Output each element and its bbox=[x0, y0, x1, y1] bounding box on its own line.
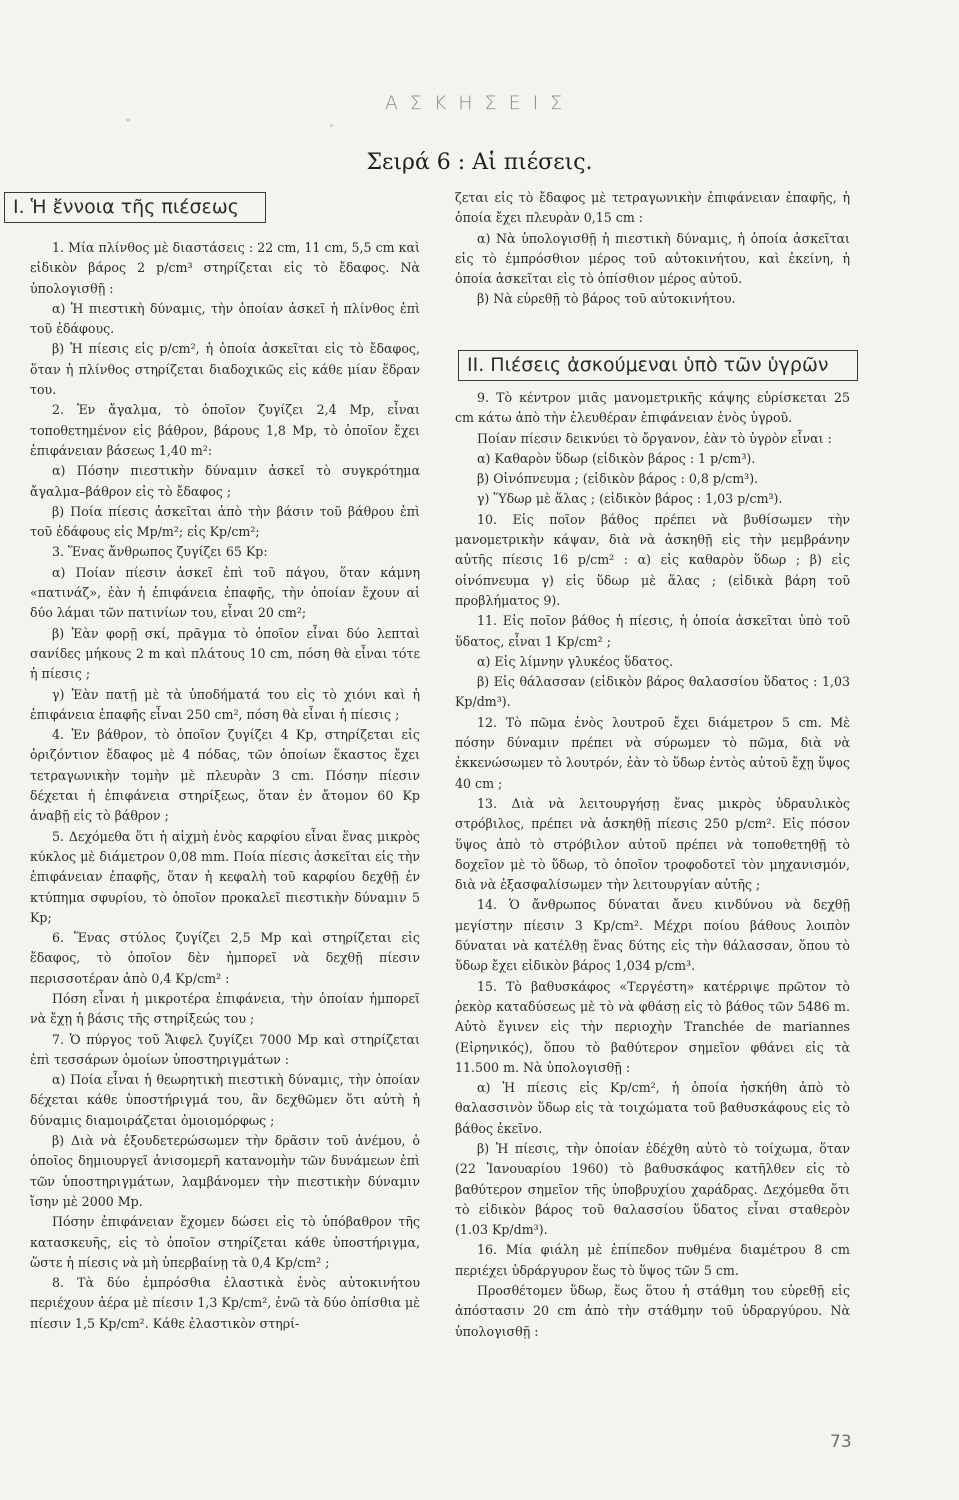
exercise-paragraph: Πόση εἶναι ἡ μικροτέρα ἐπιφάνεια, τὴν ὁποίαν ἠμπορεῖ νὰ ἔχῃ ἡ βάσις τῆς στηρίξεώς του ; bbox=[30, 990, 420, 1027]
exercise-paragraph: 8. Τὰ δύο ἐμπρόσθια ἐλαστικὰ ἑνὸς αὐτοκινήτου περιέχουν ἀέρα μὲ πίεσιν 1,3 Kp/cm², ἐνῶ τὰ δύο ὀπίσθια μὲ πίεσιν 1,5 Kp/cm². Κάθε ἐλαστικὸν στηρί- bbox=[30, 1275, 420, 1331]
exercise-paragraph: 12. Τὸ πῶμα ἑνὸς λουτροῦ ἔχει διάμετρον 5 cm. Μὲ πόσην δύναμιν πρέπει νὰ σύρωμεν τὸ πῶμα, διὰ νὰ ἐκκενώσωμεν τὸ λουτρόν, ἐὰν τὸ ὕδωρ ἐντὸς αὐτοῦ ἔχῃ ὕψος 40 cm ; bbox=[455, 714, 850, 791]
exercise-paragraph: β) Νὰ εὑρεθῇ τὸ βάρος τοῦ αὐτοκινήτου. bbox=[477, 291, 736, 307]
series-title: Σειρά 6 : Αἱ πιέσεις. bbox=[366, 150, 593, 175]
exercise-paragraph: β) Ποία πίεσις ἀσκεῖται ἀπὸ τὴν βάσιν τοῦ βάθρου ἐπὶ τοῦ ἐδάφους εἰς Mp/m²; εἰς Kp/cm²; bbox=[30, 503, 420, 540]
section-heading-concept-of-pressure: I. Ἡ ἔννοια τῆς πιέσεως bbox=[4, 192, 266, 223]
exercise-paragraph: α) Ἡ πίεσις εἰς Kp/cm², ἡ ὁποία ἠσκήθη ἀπὸ τὸ θαλασσινὸν ὕδωρ εἰς τὰ τοιχώματα τοῦ βαθυσκάφους εἰς τὸ βάθος ἐκεῖνο. bbox=[455, 1080, 850, 1136]
exercise-paragraph: β) Ἐὰν φορῇ σκί, πρᾶγμα τὸ ὁποῖον εἶναι δύο λεπταὶ σανίδες μήκους 2 m καὶ πλάτους 10 cm, πόση θὰ εἶναι τότε ἡ πίεσις ; bbox=[30, 625, 420, 682]
exercise-paragraph: 16. Μία φιάλη μὲ ἐπίπεδον πυθμένα διαμέτρου 8 cm περιέχει ὑδράργυρον ἕως τὸ ὕψος τῶν 5 cm. bbox=[455, 1242, 850, 1278]
exercise-paragraph: 5. Δεχόμεθα ὅτι ἡ αἰχμὴ ἑνὸς καρφίου εἶναι ἕνας μικρὸς κύκλος μὲ διάμετρον 0,08 mm. Ποία πίεσις ἀσκεῖται εἰς τὴν ἐπιφάνειαν ἐπαφῆς, ὅταν ἡ κεφαλὴ τοῦ καρφίου δεχθῇ ἐν κτύπημα σφυρίου, τὸ ὁποῖον προκαλεῖ πιεστικὴν δύναμιν 5 Kp; bbox=[30, 828, 420, 925]
exercise-paragraph: α) Νὰ ὑπολογισθῇ ἡ πιεστικὴ δύναμις, ἡ ὁποία ἀσκεῖται εἰς τὸ ἐμπρόσθιον μέρος τοῦ αὐτοκινήτου, καὶ ἐκείνη, ἡ ὁποία ἀσκεῖται εἰς τὸ ὀπίσθιον μέρος αὐτοῦ. bbox=[455, 230, 850, 287]
exercise-paragraph: α) Ποία εἶναι ἡ θεωρητικὴ πιεστικὴ δύναμις, τὴν ὁποίαν δέχεται κάθε ὑποστήριγμά του, ἂν δεχθῶμεν ὅτι αὐτὴ ἡ δύναμις διαμοιράζεται ὁμοιομόρφως ; bbox=[30, 1072, 420, 1128]
exercise-paragraph: α) Ἡ πιεστικὴ δύναμις, τὴν ὁποίαν ἀσκεῖ ἡ πλίνθος ἐπὶ τοῦ ἐδάφους. bbox=[30, 300, 420, 337]
right-column-exercises bbox=[455, 388, 850, 1342]
exercise-paragraph: β) Διὰ νὰ ἐξουδετερώσωμεν τὴν δρᾶσιν τοῦ ἀνέμου, ὁ ὁποῖος δημιουργεῖ ἀνισομερῆ κατανομὴν τῶν δυνάμεων ἐπὶ τῶν ὑποστηριγμάτων, λαμβάνομεν τὴν πιεστικὴν δύναμιν ἴσην μὲ 2000 Mp. bbox=[30, 1133, 420, 1209]
scan-speck bbox=[330, 124, 333, 127]
exercise-paragraph: 6. Ἕνας στύλος ζυγίζει 2,5 Mp καὶ στηρίζεται εἰς ἔδαφος, τὸ ὁποῖον δὲν ἠμπορεῖ νὰ δεχθῇ πίεσιν περισσοτέραν ἀπὸ 0,4 Kp/cm² : bbox=[30, 930, 420, 986]
exercise-paragraph: Πόσην ἐπιφάνειαν ἔχομεν δώσει εἰς τὸ ὑπόβαθρον τῆς κατασκευῆς, εἰς τὸ ὁποῖον στηρίζεται κάθε ὑποστήριγμα, ὥστε ἡ πίεσις νὰ μὴ ὑπερβαίνῃ τὰ 0,4 Kp/cm² ; bbox=[30, 1214, 420, 1270]
page-number: 73 bbox=[830, 1432, 852, 1452]
exercise-paragraph: 2. Ἐν ἄγαλμα, τὸ ὁποῖον ζυγίζει 2,4 Mp, εἶναι τοποθετημένον εἰς βάθρον, βάρους 1,8 Mp, τὸ ὁποῖον ἔχει ἐπιφάνειαν βάσεως 1,40 m²: bbox=[30, 402, 420, 458]
exercise-paragraph: 13. Διὰ νὰ λειτουργήσῃ ἕνας μικρὸς ὑδραυλικὸς στρόβιλος, πρέπει νὰ ἀσκηθῇ πίεσις 250 p/cm². Εἰς πόσον ὕψος ἀπὸ τὸ στρόβιλον αὐτοῦ πρέπει νὰ τοποθετηθῇ τὸ δοχεῖον μὲ τὸ ὕδωρ, τὸ ὁποῖον τροφοδοτεῖ τὸν μηχανισμόν, διὰ νὰ ἐξασφαλίσωμεν τὴν λειτουργίαν αὐτῆς ; bbox=[455, 795, 850, 893]
exercise-paragraph: γ) Ἐὰν πατῇ μὲ τὰ ὑποδήματά του εἰς τὸ χιόνι καὶ ἡ ἐπιφάνεια ἐπαφῆς εἶναι 250 cm², πόση θὰ εἶναι ἡ πίεσις ; bbox=[30, 686, 420, 722]
left-column-exercises bbox=[30, 238, 420, 1334]
exercise-paragraph: 14. Ὁ ἄνθρωπος δύναται ἄνευ κινδύνου νὰ δεχθῇ μεγίστην πίεσιν 3 Kp/cm². Μέχρι ποίου βάθους λοιπὸν δύναται νὰ κατέλθῃ ἕνας δύτης εἰς τὴν θάλασσαν, ὅπου τὸ ὕδωρ ἔχει εἰδικὸν βάρος 1,034 p/cm³. bbox=[455, 897, 850, 974]
exercise-paragraph: 11. Εἰς ποῖον βάθος ἡ πίεσις, ἡ ὁποία ἀσκεῖται ὑπὸ τοῦ ὕδατος, εἶναι 1 Kp/cm² ; bbox=[455, 613, 850, 649]
exercise-paragraph: 1. Μία πλίνθος μὲ διαστάσεις : 22 cm, 11 cm, 5,5 cm καὶ εἰδικὸν βάρος 2 p/cm³ στηρίζεται εἰς τὸ ἔδαφος. Νὰ ὑπολογισθῇ : bbox=[30, 240, 420, 296]
page-header: ΑΣΚΗΣΕΙΣ bbox=[384, 92, 575, 114]
exercise-paragraph: α) Καθαρὸν ὕδωρ (εἰδικὸν βάρος : 1 p/cm³). bbox=[477, 450, 756, 466]
exercise-paragraph: β) Εἰς θάλασσαν (εἰδικὸν βάρος θαλασσίου ὕδατος : 1,03 Kp/dm³). bbox=[455, 674, 850, 710]
exercise-paragraph: Ποίαν πίεσιν δεικνύει τὸ ὄργανον, ἐὰν τὸ ὑγρὸν εἶναι : bbox=[477, 430, 832, 446]
exercise-paragraph: β) Ἡ πίεσις εἰς p/cm², ἡ ὁποία ἀσκεῖται εἰς τὸ ἔδαφος, ὅταν ἡ πλίνθος στηρίζεται διαδοχικῶς εἰς κάθε μίαν ἕδραν του. bbox=[30, 341, 420, 398]
exercise-paragraph: Προσθέτομεν ὕδωρ, ἕως ὅτου ἡ στάθμη του εὑρεθῇ εἰς ἀπόστασιν 20 cm ἀπὸ τὴν στάθμην τοῦ ὑδραργύρου. Νὰ ὑπολογισθῇ : bbox=[455, 1283, 850, 1339]
exercise-paragraph: β) Ἡ πίεσις, τὴν ὁποίαν ἐδέχθη αὐτὸ τὸ τοίχωμα, ὅταν (22 Ἰανουαρίου 1960) τὸ βαθυσκάφος κατῆλθεν εἰς τὸ βαθύτερον σημεῖον τῆς ὑποβρυχίου χαράδρας. Δεχόμεθα ὅτι τὸ εἰδικὸν βάρος τοῦ θαλασσίου ὕδατος εἶναι σταθερὸν (1.03 Kp/dm³). bbox=[455, 1140, 850, 1238]
exercise-paragraph: γ) Ὕδωρ μὲ ἅλας ; (εἰδικὸν βάρος : 1,03 p/cm³). bbox=[477, 491, 783, 507]
exercise-paragraph: α) Πόσην πιεστικὴν δύναμιν ἀσκεῖ τὸ συγκρότημα ἄγαλμα–βάθρον εἰς τὸ ἔδαφος ; bbox=[30, 463, 420, 499]
exercise-paragraph: ζεται εἰς τὸ ἔδαφος μὲ τετραγωνικὴν ἐπιφάνειαν ἐπαφῆς, ἡ ὁποία ἔχει πλευρὰν 0,15 cm : bbox=[455, 190, 850, 226]
exercise-paragraph: α) Εἰς λίμνην γλυκέος ὕδατος. bbox=[477, 653, 674, 669]
exercise-paragraph: 10. Εἰς ποῖον βάθος πρέπει νὰ βυθίσωμεν τὴν μανομετρικὴν κάψαν, διὰ νὰ ἀσκηθῇ εἰς τὴν μεμβράνην αὐτῆς πίεσις 16 p/cm² : α) εἰς καθαρὸν ὕδωρ ; β) εἰς οἰνόπνευμα γ) εἰς ὕδωρ μὲ ἅλας ; (εἰδικὰ βάρη τοῦ προβλήματος 9). bbox=[455, 511, 850, 608]
exercise-paragraph: α) Ποίαν πίεσιν ἀσκεῖ ἐπὶ τοῦ πάγου, ὅταν κάμνη «πατινάζ», ἐὰν ἡ ἐπιφάνεια ἐπαφῆς, τὴν ὁποίαν ἔχουν αἱ δύο λάμαι τῶν πατινίων του, εἶναι 20 cm²; bbox=[30, 564, 420, 621]
scan-speck bbox=[126, 118, 130, 122]
section-heading-liquid-pressures: II. Πιέσεις ἀσκούμεναι ὑπὸ τῶν ὑγρῶν bbox=[458, 350, 858, 381]
exercise-paragraph: 15. Τὸ βαθυσκάφος «Τεργέστη» κατέρριψε πρῶτον τὸ ῥεκὸρ καταδύσεως μὲ τὸ νὰ φθάσῃ εἰς τὸ βάθος τῶν 5486 m. Αὐτὸ ἔγινεν εἰς τὴν περιοχὴν Tranchée de mariannes (Εἰρηνικός), ὅπου τὸ βαθύτερον σημεῖον φθάνει εἰς τὰ 11.500 m. Νὰ ὑπολογισθῇ : bbox=[455, 978, 850, 1075]
exercise-paragraph: 3. Ἕνας ἄνθρωπος ζυγίζει 65 Kp: bbox=[52, 544, 268, 560]
exercise-paragraph: β) Οἰνόπνευμα ; (εἰδικὸν βάρος : 0,8 p/cm³). bbox=[477, 471, 759, 487]
exercise-paragraph: 9. Τὸ κέντρον μιᾶς μανομετρικῆς κάψης εὑρίσκεται 25 cm κάτω ἀπὸ τὴν ἐλευθέραν ἐπιφάνειαν ἑνὸς ὑγροῦ. bbox=[455, 390, 850, 426]
exercise-paragraph: 4. Ἐν βάθρον, τὸ ὁποῖον ζυγίζει 4 Kp, στηρίζεται εἰς ὁριζόντιον ἔδαφος μὲ 4 πόδας, τῶν ὁποίων ἕκαστος ἔχει τετραγωνικὴν τομὴν μὲ πλευρὰν 3 cm. Πόσην πίεσιν δέχεται ἡ ἐπιφάνεια στηρίξεως, ὅταν ἐν ἄτομον 60 Kp ἀναβῇ εἰς τὸ βάθρον ; bbox=[30, 727, 420, 824]
right-column-continuation bbox=[455, 188, 850, 310]
exercise-paragraph: 7. Ὁ πύργος τοῦ Ἄιφελ ζυγίζει 7000 Mp καὶ στηρίζεται ἐπὶ τεσσάρων ὁμοίων ὑποστηριγμάτων : bbox=[30, 1031, 420, 1067]
